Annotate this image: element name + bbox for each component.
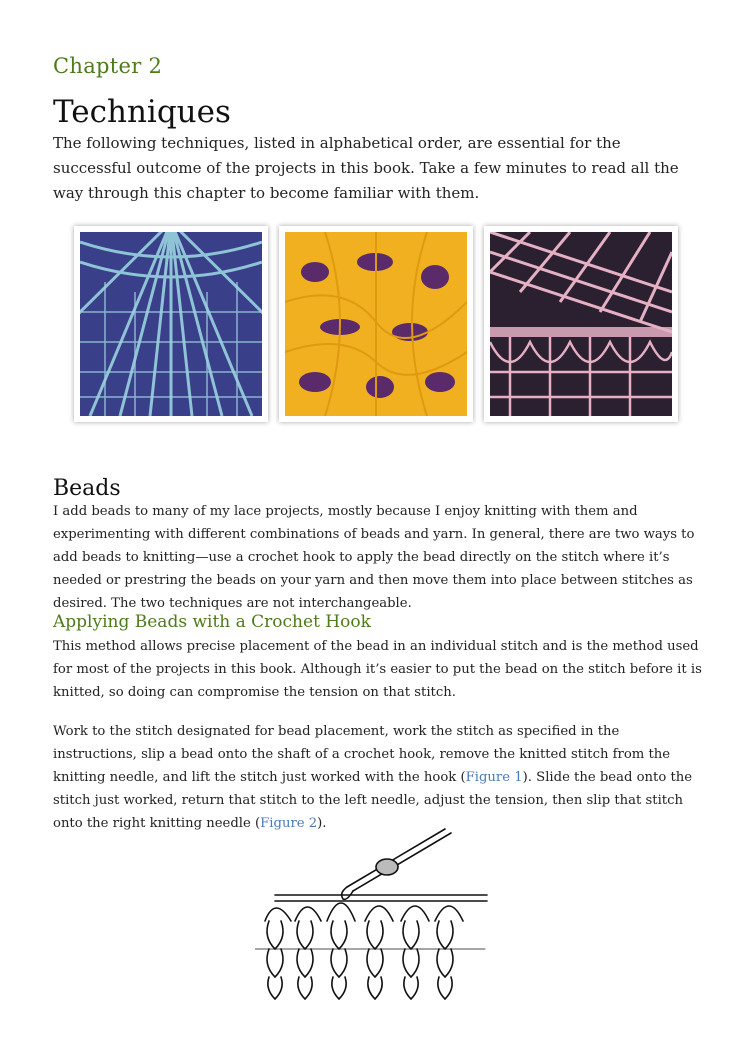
- crochet-paragraph-2: [53, 720, 703, 835]
- beads-paragraph: I add beads to many of my lace projects, mostly because I enjoy knitting with them and experimenting with different combinations of beads and yarn. In general, there are two ways to add beads to knitting—use a crochet hook to apply the bead directly on the stitch where it’s needed or prestring the beads on your yarn and then move them into place between stitches as desired. The two techniques are not interchangeable.: [53, 504, 695, 611]
- bead-icon: [376, 859, 398, 875]
- crochet-paragraph-1: This method allows precise placement of the bead in an individual stitch and is the method used for most of the projects in this book. Although it’s easier to put the bead on the stitch before it is knitted, so doing can compromise the tension on that stitch.: [53, 639, 702, 700]
- chapter-label: Chapter 2: [53, 54, 163, 78]
- blue-lace-photo: [74, 226, 268, 422]
- figure-1-link[interactable]: Figure 1: [465, 770, 523, 785]
- page-title: Techniques: [53, 94, 231, 130]
- pink-lace-photo: [484, 226, 678, 422]
- crochet-paragraph-2-part-a: Work to the stitch designated for bead placement, work the stitch as specified in the instructions, slip a bead onto the shaft of a crochet hook, remove the knitted stitch from the knitting needle, and lift the stitch just worked with the hook (: [53, 724, 671, 785]
- figure-2-link[interactable]: Figure 2: [260, 816, 318, 831]
- lace-photo-strip: [74, 226, 678, 424]
- intro-paragraph: The following techniques, listed in alphabetical order, are essential for the successful outcome of the projects in this book. Take a few minutes to read all the way through this chapter to become familiar with them.: [53, 134, 679, 202]
- gold-lace-photo: [279, 226, 473, 422]
- crochet-hook-illustration: [255, 825, 495, 1003]
- gold-lace-image: [285, 232, 467, 416]
- crochet-paragraph-2-part-b: ). Slide the bead onto the stitch just worked, return that stitch to the left needle, adjust the tension, then slip that stitch onto the right knitting needle (: [53, 770, 693, 831]
- crochet-paragraph-2-part-c: ).: [317, 816, 327, 831]
- crochet-hook-shaft: [347, 829, 445, 887]
- beads-heading: Beads: [53, 476, 121, 501]
- pink-lace-image: [490, 232, 672, 416]
- crochet-hook-heading: Applying Beads with a Crochet Hook: [53, 612, 371, 632]
- blue-lace-image: [80, 232, 262, 416]
